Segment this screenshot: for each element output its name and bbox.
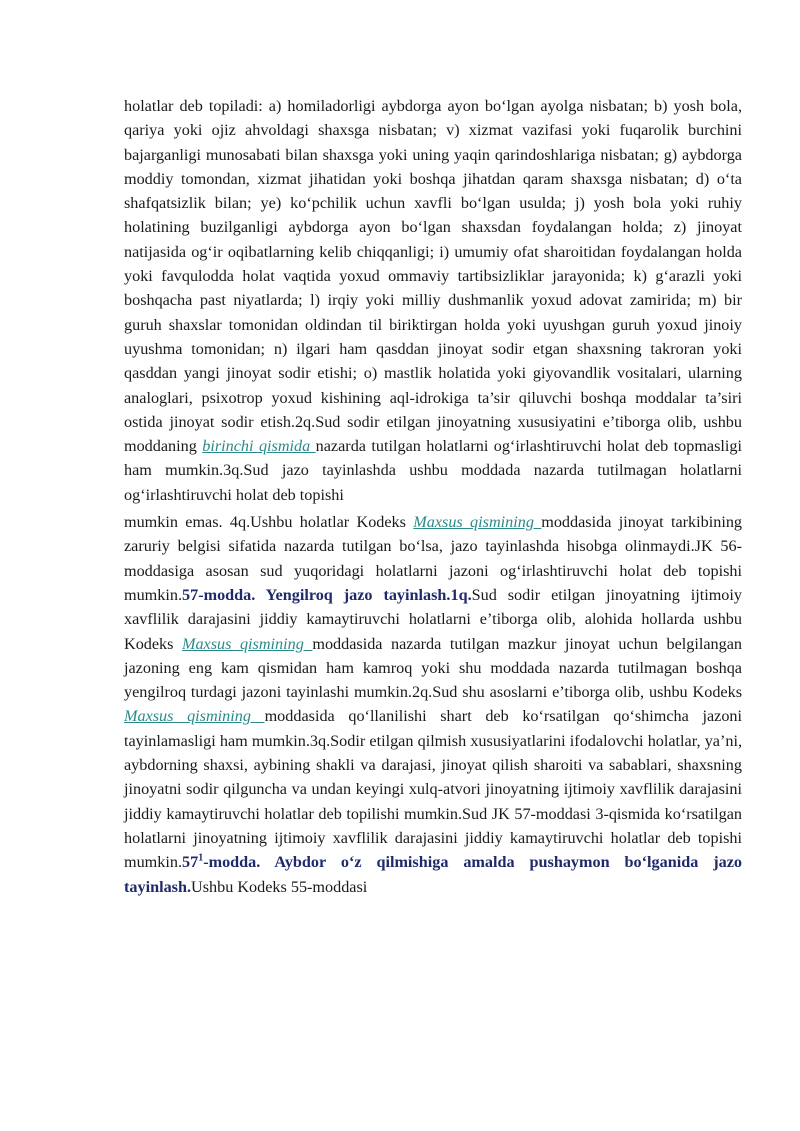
article-title: -modda. Aybdor o‘z qilmishiga amalda pushaymon bo‘lganida jazo tayinlash. [124, 853, 742, 896]
paragraph-text: mumkin emas. 4q.Ushbu holatlar Kodeks [124, 513, 414, 532]
link-birinchi-qismida[interactable]: birinchi qismida [202, 437, 316, 456]
article-superscript: 1 [198, 852, 204, 864]
paragraph-aggravating-circumstances [124, 94, 742, 507]
paragraph-text: moddasida jinoyat tarkibining zaruriy belgisi sifatida nazarda tutilgan bo‘lsa, jazo tayinlashda hisobga olinmaydi.JK 56-moddasiga asosan sud yuqoridagi holatlarni jazoni og‘irlashtiruvchi holat deb topishi mumkin. [124, 513, 743, 604]
link-maxsus-qismining[interactable]: Maxsus qismining [181, 634, 313, 653]
paragraph-text: moddasida qo‘llanilishi shart deb ko‘rsatilgan qo‘shimcha jazoni tayinlamasligi ham mumkin.3q.Sodir etilgan qilmish xususiyatlarini ifodalovchi holatlar, ya’ni, aybdorning shaxsi, aybining shakli va darajasi, jinoyat qilish sharoiti va sabablari, shaxsning jinoyatni sodir qilguncha va undan keyingi xulq-atvori jinoyatning ijtimoiy xavflilik darajasini jiddiy kamaytiruvchi holatlar deb topilishi mumkin.Sud JK 57-moddasi 3-qismida ko‘rsatilgan holatlarni jinoyatning ijtimoiy xavflilik darajasini jiddiy kamaytiruvchi holatlar deb topishi mumkin. [124, 707, 743, 872]
document-page [124, 94, 742, 899]
article-57-heading: 57-modda. Yengilroq jazo tayinlash.1q. [182, 585, 472, 604]
link-maxsus-qismining[interactable]: Maxsus qismining [413, 513, 542, 532]
paragraph-text: Sud sodir etilgan jinoyatning ijtimoiy xavflilik darajasini jiddiy kamaytiruvchi holatlarni e’tiborga olib, alohida hollarda ushbu Kodeks [124, 585, 742, 653]
article-number: 57 [182, 853, 199, 872]
paragraph-text: nazarda tutilgan holatlarni og‘irlashtiruvchi holat deb topmasligi ham mumkin.3q.Sud jazo tayinlashda ushbu moddada nazarda tutilmagan holatlarni og‘irlashtiruvchi holat deb topishi [124, 437, 742, 504]
paragraph-text: Ushbu Kodeks 55-moddasi [191, 877, 368, 896]
paragraph-text: holatlar deb topiladi: a) homiladorligi aybdorga ayon bo‘lgan ayolga nisbatan; b) yosh bola, qariya yoki ojiz ahvoldagi shaxsga nisbatan; v) xizmat vazifasi yoki fuqarolik burchini bajarganligi munosabati bilan shaxsga yoki uning yaqin qarindoshlariga nisbatan; g) aybdorga moddiy tomondan, xizmat jihatidan yoki boshqa jihatdan qaram shaxsga nisbatan; d) o‘ta shafqatsizlik bilan; ye) ko‘pchilik uchun xavfli bo‘lgan usulda; j) yosh bola yoki ruhiy holatining buzilganligi aybdorga ayon bo‘lgan shaxsdan foydalangan holda; z) jinoyat natijasida og‘ir oqibatlarning kelib chiqqanligi; i) umumiy ofat sharoitidan foydalangan holda yoki favqulodda holat vaqtida yoxud ommaviy tartibsizliklar jarayonida; k) g‘arazli yoki boshqacha past niyatlarda; l) irqiy yoki milliy dushmanlik yoxud adovat zamirida; m) bir guruh shaxslar tomonidan oldindan til biriktirgan holda yoki uyushgan guruh yoxud jinoiy uyushma tomonidan; n) ilgari ham qasddan jinoyat sodir etgan shaxsning takroran yoki qasddan yangi jinoyat sodir etishi; o) mastlik holatida yoki giyovandlik vositalari, ularning analoglari, psixotrop yoxud kishining aql-idrokiga ta’sir qiluvchi boshqa moddalar ta’siri ostida jinoyat sodir etish.2q.Sud sodir etilgan jinoyatning xususiyatini e’tiborga olib, ushbu moddaning [124, 97, 742, 456]
link-maxsus-qismining[interactable]: Maxsus qismining [124, 707, 265, 726]
paragraph-article-57 [124, 510, 742, 899]
paragraph-text: moddasida nazarda tutilgan mazkur jinoyat uchun belgilangan jazoning eng kam qismidan ham kamroq yoki shu moddada nazarda tutilmagan boshqa yengilroq turdagi jazoni tayinlashi mumkin.2q.Sud shu asoslarni e’tiborga olib, ushbu Kodeks [124, 634, 742, 702]
